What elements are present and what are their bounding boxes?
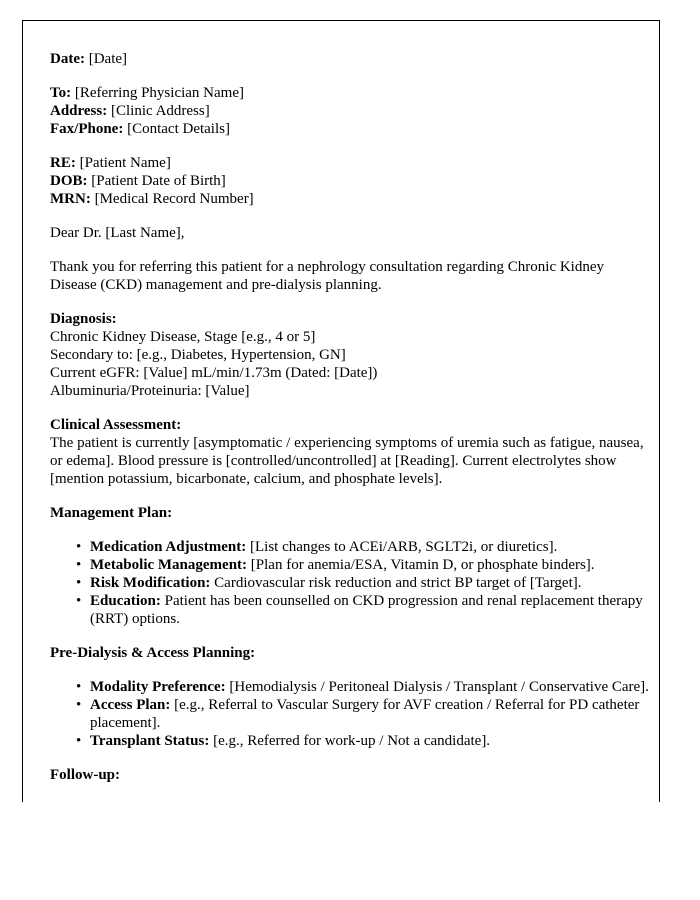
dob-label: DOB: [50,173,88,189]
item-text: [Hemodialysis / Peritoneal Dialysis / Transplant / Conservative Care]. [229,679,649,695]
mrn-label: MRN: [50,191,91,207]
assessment-text: The patient is currently [asymptomatic / experiencing symptoms of uremia such as fatigue, nausea, or edema]. Blood pressure is [controlled/uncontrolled] at [Reading]. Current electrolytes show [mention potassium, bicarbonate, calcium, and phosphate levels]. [50,435,644,487]
bullet-icon: • [76,575,82,591]
letter-content [50,50,650,784]
to-line [50,84,650,102]
mrn-value: [Medical Record Number] [94,191,254,207]
intro-paragraph: Thank you for referring this patient for a nephrology consultation regarding Chronic Kidney Disease (CKD) management and pre-dialysis planning. [50,259,605,293]
item-label: Education: [90,593,161,609]
item-text: [e.g., Referral to Vascular Surgery for AVF creation / Referral for PD catheter placement]. [90,697,640,731]
followup-section [50,766,650,784]
address-line [50,102,650,120]
salutation: Dear Dr. [Last Name], [50,225,185,241]
list-item [50,732,650,750]
to-value: [Referring Physician Name] [74,85,244,101]
recipient-block [50,84,650,138]
patient-block [50,154,650,208]
bullet-icon: • [76,539,82,555]
address-value: [Clinic Address] [110,103,210,119]
fax-line [50,120,650,138]
bullet-icon: • [76,733,82,749]
re-line [50,154,650,172]
management-heading: Management Plan: [50,505,173,521]
list-item [50,678,650,696]
item-text: Cardiovascular risk reduction and strict BP target of [Target]. [214,575,582,591]
list-item [50,592,650,628]
fax-value: [Contact Details] [127,121,230,137]
bullet-icon: • [76,697,82,713]
management-list [50,538,650,628]
assessment-section [50,416,650,488]
item-text: Patient has been counselled on CKD progression and renal replacement therapy (RRT) options. [90,593,643,627]
assessment-heading: Clinical Assessment: [50,417,182,433]
predialysis-section [50,644,650,750]
diagnosis-line: Current eGFR: [Value] mL/min/1.73m (Dated: [Date]) [50,365,378,381]
re-label: RE: [50,155,76,171]
list-item [50,574,650,592]
diagnosis-line: Secondary to: [e.g., Diabetes, Hypertension, GN] [50,347,346,363]
item-text: [e.g., Referred for work-up / Not a candidate]. [213,733,491,749]
date-label: Date: [50,51,85,67]
diagnosis-line: Albuminuria/Proteinuria: [Value] [50,383,250,399]
management-section [50,504,650,628]
item-label: Risk Modification: [90,575,211,591]
bullet-icon: • [76,679,82,695]
list-item [50,696,650,732]
followup-heading: Follow-up: [50,767,121,783]
list-item [50,556,650,574]
item-text: [List changes to ACEi/ARB, SGLT2i, or diuretics]. [250,539,558,555]
item-text: [Plan for anemia/ESA, Vitamin D, or phosphate binders]. [250,557,595,573]
predialysis-list [50,678,650,750]
bullet-icon: • [76,593,82,609]
item-label: Medication Adjustment: [90,539,247,555]
item-label: Transplant Status: [90,733,210,749]
fax-label: Fax/Phone: [50,121,124,137]
mrn-line [50,190,650,208]
dob-line [50,172,650,190]
item-label: Metabolic Management: [90,557,248,573]
predialysis-heading: Pre-Dialysis & Access Planning: [50,645,256,661]
re-value: [Patient Name] [79,155,171,171]
address-label: Address: [50,103,108,119]
diagnosis-section [50,310,650,400]
item-label: Access Plan: [90,697,171,713]
bullet-icon: • [76,557,82,573]
dob-value: [Patient Date of Birth] [91,173,226,189]
date-line [50,50,650,68]
to-label: To: [50,85,72,101]
letter-page [22,20,660,802]
diagnosis-line: Chronic Kidney Disease, Stage [e.g., 4 or 5] [50,329,316,345]
item-label: Modality Preference: [90,679,226,695]
diagnosis-heading: Diagnosis: [50,311,117,327]
list-item [50,538,650,556]
date-value: [Date] [88,51,128,67]
